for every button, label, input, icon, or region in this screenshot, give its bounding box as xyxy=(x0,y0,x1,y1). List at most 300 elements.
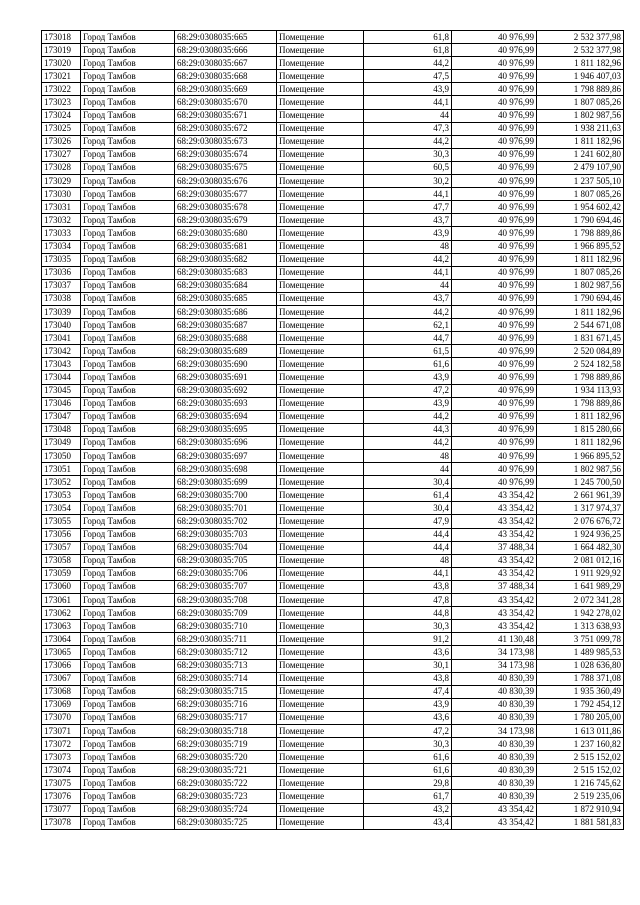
cadastral-number-cell: 68:29:0308035:722 xyxy=(175,777,277,790)
row-number-cell: 173025 xyxy=(42,122,81,135)
row-number-cell: 173054 xyxy=(42,502,81,515)
table-row xyxy=(42,44,624,57)
row-number-cell: 173067 xyxy=(42,672,81,685)
specific-value-cell: 40 976,99 xyxy=(452,279,537,292)
row-number-cell: 173068 xyxy=(42,685,81,698)
locality-cell: Город Тамбов xyxy=(81,751,175,764)
row-number-cell: 173040 xyxy=(42,319,81,332)
table-row xyxy=(42,122,624,135)
table-row xyxy=(42,502,624,515)
object-type-cell: Помещение xyxy=(277,319,364,332)
cadastral-number-cell: 68:29:0308035:701 xyxy=(175,502,277,515)
area-cell: 43,6 xyxy=(364,711,452,724)
row-number-cell: 173070 xyxy=(42,711,81,724)
area-cell: 30,2 xyxy=(364,175,452,188)
row-number-cell: 173035 xyxy=(42,253,81,266)
table-row xyxy=(42,240,624,253)
specific-value-cell: 40 976,99 xyxy=(452,345,537,358)
locality-cell: Город Тамбов xyxy=(81,240,175,253)
area-cell: 44,2 xyxy=(364,410,452,423)
row-number-cell: 173041 xyxy=(42,332,81,345)
area-cell: 43,8 xyxy=(364,580,452,593)
locality-cell: Город Тамбов xyxy=(81,764,175,777)
specific-value-cell: 40 976,99 xyxy=(452,358,537,371)
table-row xyxy=(42,436,624,449)
table-row xyxy=(42,31,624,44)
cadastral-number-cell: 68:29:0308035:713 xyxy=(175,659,277,672)
object-type-cell: Помещение xyxy=(277,109,364,122)
object-type-cell: Помещение xyxy=(277,188,364,201)
row-number-cell: 173058 xyxy=(42,554,81,567)
area-cell: 48 xyxy=(364,240,452,253)
locality-cell: Город Тамбов xyxy=(81,463,175,476)
object-type-cell: Помещение xyxy=(277,83,364,96)
cadastral-value-cell: 1 934 113,93 xyxy=(537,384,624,397)
row-number-cell: 173065 xyxy=(42,646,81,659)
area-cell: 43,9 xyxy=(364,83,452,96)
table-row xyxy=(42,764,624,777)
cadastral-number-cell: 68:29:0308035:719 xyxy=(175,738,277,751)
locality-cell: Город Тамбов xyxy=(81,31,175,44)
object-type-cell: Помещение xyxy=(277,515,364,528)
cadastral-value-cell: 1 237 160,82 xyxy=(537,738,624,751)
cadastral-number-cell: 68:29:0308035:705 xyxy=(175,554,277,567)
cadastral-value-cell: 1 807 085,26 xyxy=(537,96,624,109)
table-row xyxy=(42,672,624,685)
cadastral-number-cell: 68:29:0308035:721 xyxy=(175,764,277,777)
locality-cell: Город Тамбов xyxy=(81,371,175,384)
specific-value-cell: 40 830,39 xyxy=(452,777,537,790)
cadastral-number-cell: 68:29:0308035:670 xyxy=(175,96,277,109)
area-cell: 47,9 xyxy=(364,515,452,528)
cadastral-value-cell: 1 938 211,63 xyxy=(537,122,624,135)
area-cell: 43,9 xyxy=(364,397,452,410)
specific-value-cell: 40 976,99 xyxy=(452,214,537,227)
table-row xyxy=(42,450,624,463)
cadastral-value-cell: 2 532 377,98 xyxy=(537,44,624,57)
object-type-cell: Помещение xyxy=(277,659,364,672)
object-type-cell: Помещение xyxy=(277,450,364,463)
locality-cell: Город Тамбов xyxy=(81,358,175,371)
cadastral-value-cell: 3 751 099,78 xyxy=(537,633,624,646)
object-type-cell: Помещение xyxy=(277,594,364,607)
specific-value-cell: 37 488,34 xyxy=(452,580,537,593)
table-row xyxy=(42,109,624,122)
locality-cell: Город Тамбов xyxy=(81,711,175,724)
area-cell: 44,2 xyxy=(364,436,452,449)
object-type-cell: Помещение xyxy=(277,790,364,803)
area-cell: 44,2 xyxy=(364,57,452,70)
table-row xyxy=(42,646,624,659)
cadastral-value-cell: 1 811 182,96 xyxy=(537,305,624,318)
object-type-cell: Помещение xyxy=(277,266,364,279)
object-type-cell: Помещение xyxy=(277,489,364,502)
object-type-cell: Помещение xyxy=(277,502,364,515)
locality-cell: Город Тамбов xyxy=(81,96,175,109)
row-number-cell: 173050 xyxy=(42,450,81,463)
row-number-cell: 173024 xyxy=(42,109,81,122)
cadastral-number-cell: 68:29:0308035:666 xyxy=(175,44,277,57)
area-cell: 61,7 xyxy=(364,790,452,803)
area-cell: 61,6 xyxy=(364,751,452,764)
object-type-cell: Помещение xyxy=(277,175,364,188)
cadastral-value-cell: 1 811 182,96 xyxy=(537,410,624,423)
cadastral-value-cell: 1 807 085,26 xyxy=(537,188,624,201)
object-type-cell: Помещение xyxy=(277,332,364,345)
object-type-cell: Помещение xyxy=(277,436,364,449)
area-cell: 44,3 xyxy=(364,423,452,436)
row-number-cell: 173027 xyxy=(42,148,81,161)
cadastral-number-cell: 68:29:0308035:712 xyxy=(175,646,277,659)
specific-value-cell: 34 173,98 xyxy=(452,646,537,659)
locality-cell: Город Тамбов xyxy=(81,423,175,436)
cadastral-number-cell: 68:29:0308035:674 xyxy=(175,148,277,161)
object-type-cell: Помещение xyxy=(277,764,364,777)
row-number-cell: 173051 xyxy=(42,463,81,476)
cadastral-value-cell: 1 788 371,08 xyxy=(537,672,624,685)
row-number-cell: 173039 xyxy=(42,305,81,318)
cadastral-number-cell: 68:29:0308035:694 xyxy=(175,410,277,423)
row-number-cell: 173019 xyxy=(42,44,81,57)
cadastral-number-cell: 68:29:0308035:683 xyxy=(175,266,277,279)
cadastral-number-cell: 68:29:0308035:725 xyxy=(175,816,277,829)
cadastral-value-cell: 1 954 602,42 xyxy=(537,201,624,214)
cadastral-value-cell: 1 872 910,94 xyxy=(537,803,624,816)
specific-value-cell: 34 173,98 xyxy=(452,659,537,672)
row-number-cell: 173056 xyxy=(42,528,81,541)
specific-value-cell: 40 976,99 xyxy=(452,397,537,410)
cadastral-number-cell: 68:29:0308035:689 xyxy=(175,345,277,358)
cadastral-number-cell: 68:29:0308035:690 xyxy=(175,358,277,371)
cadastral-number-cell: 68:29:0308035:667 xyxy=(175,57,277,70)
object-type-cell: Помещение xyxy=(277,423,364,436)
object-type-cell: Помещение xyxy=(277,620,364,633)
area-cell: 43,9 xyxy=(364,371,452,384)
object-type-cell: Помещение xyxy=(277,214,364,227)
row-number-cell: 173043 xyxy=(42,358,81,371)
cadastral-number-cell: 68:29:0308035:669 xyxy=(175,83,277,96)
cadastral-number-cell: 68:29:0308035:724 xyxy=(175,803,277,816)
object-type-cell: Помещение xyxy=(277,148,364,161)
row-number-cell: 173049 xyxy=(42,436,81,449)
specific-value-cell: 40 976,99 xyxy=(452,332,537,345)
cadastral-value-cell: 2 532 377,98 xyxy=(537,31,624,44)
table-row xyxy=(42,371,624,384)
cadastral-value-cell: 1 966 895,52 xyxy=(537,240,624,253)
object-type-cell: Помещение xyxy=(277,803,364,816)
area-cell: 44 xyxy=(364,109,452,122)
row-number-cell: 173073 xyxy=(42,751,81,764)
area-cell: 44,2 xyxy=(364,253,452,266)
cadastral-number-cell: 68:29:0308035:684 xyxy=(175,279,277,292)
area-cell: 60,5 xyxy=(364,161,452,174)
cadastral-number-cell: 68:29:0308035:710 xyxy=(175,620,277,633)
locality-cell: Город Тамбов xyxy=(81,122,175,135)
locality-cell: Город Тамбов xyxy=(81,279,175,292)
area-cell: 61,6 xyxy=(364,358,452,371)
object-type-cell: Помещение xyxy=(277,345,364,358)
area-cell: 48 xyxy=(364,450,452,463)
row-number-cell: 173052 xyxy=(42,476,81,489)
row-number-cell: 173053 xyxy=(42,489,81,502)
object-type-cell: Помещение xyxy=(277,305,364,318)
locality-cell: Город Тамбов xyxy=(81,83,175,96)
table-row xyxy=(42,751,624,764)
table-row xyxy=(42,515,624,528)
specific-value-cell: 40 830,39 xyxy=(452,698,537,711)
cadastral-value-cell: 2 081 012,16 xyxy=(537,554,624,567)
area-cell: 47,8 xyxy=(364,594,452,607)
cadastral-number-cell: 68:29:0308035:717 xyxy=(175,711,277,724)
specific-value-cell: 40 976,99 xyxy=(452,410,537,423)
cadastral-value-cell: 1 924 936,25 xyxy=(537,528,624,541)
locality-cell: Город Тамбов xyxy=(81,332,175,345)
row-number-cell: 173038 xyxy=(42,292,81,305)
table-row xyxy=(42,384,624,397)
cadastral-value-cell: 1 780 205,00 xyxy=(537,711,624,724)
table-row xyxy=(42,332,624,345)
table-row xyxy=(42,620,624,633)
table-row xyxy=(42,567,624,580)
cadastral-number-cell: 68:29:0308035:700 xyxy=(175,489,277,502)
area-cell: 61,4 xyxy=(364,489,452,502)
area-cell: 43,9 xyxy=(364,227,452,240)
area-cell: 91,2 xyxy=(364,633,452,646)
row-number-cell: 173062 xyxy=(42,607,81,620)
row-number-cell: 173060 xyxy=(42,580,81,593)
table-row xyxy=(42,135,624,148)
cadastral-number-cell: 68:29:0308035:677 xyxy=(175,188,277,201)
locality-cell: Город Тамбов xyxy=(81,803,175,816)
area-cell: 61,8 xyxy=(364,44,452,57)
specific-value-cell: 40 976,99 xyxy=(452,83,537,96)
cadastral-number-cell: 68:29:0308035:688 xyxy=(175,332,277,345)
area-cell: 61,6 xyxy=(364,764,452,777)
area-cell: 44,8 xyxy=(364,607,452,620)
locality-cell: Город Тамбов xyxy=(81,554,175,567)
locality-cell: Город Тамбов xyxy=(81,214,175,227)
area-cell: 44,1 xyxy=(364,266,452,279)
table-row xyxy=(42,266,624,279)
row-number-cell: 173071 xyxy=(42,724,81,737)
row-number-cell: 173047 xyxy=(42,410,81,423)
table-row xyxy=(42,554,624,567)
object-type-cell: Помещение xyxy=(277,384,364,397)
locality-cell: Город Тамбов xyxy=(81,816,175,829)
area-cell: 30,3 xyxy=(364,620,452,633)
cadastral-value-cell: 1 802 987,56 xyxy=(537,279,624,292)
cadastral-number-cell: 68:29:0308035:681 xyxy=(175,240,277,253)
specific-value-cell: 40 830,39 xyxy=(452,790,537,803)
specific-value-cell: 40 830,39 xyxy=(452,738,537,751)
object-type-cell: Помещение xyxy=(277,554,364,567)
row-number-cell: 173026 xyxy=(42,135,81,148)
row-number-cell: 173057 xyxy=(42,541,81,554)
specific-value-cell: 40 976,99 xyxy=(452,135,537,148)
object-type-cell: Помещение xyxy=(277,253,364,266)
object-type-cell: Помещение xyxy=(277,122,364,135)
cadastral-value-cell: 1 811 182,96 xyxy=(537,57,624,70)
locality-cell: Город Тамбов xyxy=(81,292,175,305)
cadastral-number-cell: 68:29:0308035:699 xyxy=(175,476,277,489)
specific-value-cell: 43 354,42 xyxy=(452,489,537,502)
area-cell: 47,5 xyxy=(364,70,452,83)
table-row xyxy=(42,724,624,737)
specific-value-cell: 40 976,99 xyxy=(452,240,537,253)
object-type-cell: Помещение xyxy=(277,70,364,83)
table-row xyxy=(42,685,624,698)
area-cell: 29,8 xyxy=(364,777,452,790)
specific-value-cell: 43 354,42 xyxy=(452,554,537,567)
area-cell: 62,1 xyxy=(364,319,452,332)
object-type-cell: Помещение xyxy=(277,646,364,659)
object-type-cell: Помещение xyxy=(277,57,364,70)
specific-value-cell: 43 354,42 xyxy=(452,528,537,541)
cadastral-number-cell: 68:29:0308035:675 xyxy=(175,161,277,174)
table-row xyxy=(42,580,624,593)
locality-cell: Город Тамбов xyxy=(81,70,175,83)
locality-cell: Город Тамбов xyxy=(81,672,175,685)
cadastral-number-cell: 68:29:0308035:698 xyxy=(175,463,277,476)
cadastral-number-cell: 68:29:0308035:702 xyxy=(175,515,277,528)
specific-value-cell: 40 976,99 xyxy=(452,96,537,109)
specific-value-cell: 40 830,39 xyxy=(452,685,537,698)
locality-cell: Город Тамбов xyxy=(81,620,175,633)
locality-cell: Город Тамбов xyxy=(81,305,175,318)
area-cell: 30,4 xyxy=(364,476,452,489)
table-row xyxy=(42,410,624,423)
cadastral-value-cell: 2 072 341,28 xyxy=(537,594,624,607)
row-number-cell: 173031 xyxy=(42,201,81,214)
cadastral-value-cell: 1 798 889,86 xyxy=(537,227,624,240)
specific-value-cell: 40 976,99 xyxy=(452,436,537,449)
locality-cell: Город Тамбов xyxy=(81,790,175,803)
row-number-cell: 173045 xyxy=(42,384,81,397)
object-type-cell: Помещение xyxy=(277,96,364,109)
object-type-cell: Помещение xyxy=(277,672,364,685)
locality-cell: Город Тамбов xyxy=(81,515,175,528)
table-row xyxy=(42,423,624,436)
table-row xyxy=(42,541,624,554)
cadastral-value-cell: 1 881 581,83 xyxy=(537,816,624,829)
area-cell: 43,4 xyxy=(364,816,452,829)
cadastral-value-cell: 1 802 987,56 xyxy=(537,109,624,122)
cadastral-number-cell: 68:29:0308035:697 xyxy=(175,450,277,463)
area-cell: 43,7 xyxy=(364,292,452,305)
specific-value-cell: 40 830,39 xyxy=(452,711,537,724)
locality-cell: Город Тамбов xyxy=(81,397,175,410)
specific-value-cell: 40 976,99 xyxy=(452,423,537,436)
specific-value-cell: 34 173,98 xyxy=(452,724,537,737)
locality-cell: Город Тамбов xyxy=(81,345,175,358)
locality-cell: Город Тамбов xyxy=(81,698,175,711)
locality-cell: Город Тамбов xyxy=(81,607,175,620)
cadastral-number-cell: 68:29:0308035:716 xyxy=(175,698,277,711)
cadastral-number-cell: 68:29:0308035:678 xyxy=(175,201,277,214)
object-type-cell: Помещение xyxy=(277,240,364,253)
cadastral-value-cell: 1 911 929,92 xyxy=(537,567,624,580)
area-cell: 48 xyxy=(364,554,452,567)
object-type-cell: Помещение xyxy=(277,397,364,410)
table-row xyxy=(42,659,624,672)
row-number-cell: 173055 xyxy=(42,515,81,528)
object-type-cell: Помещение xyxy=(277,279,364,292)
locality-cell: Город Тамбов xyxy=(81,436,175,449)
object-type-cell: Помещение xyxy=(277,227,364,240)
document-page xyxy=(41,30,623,830)
cadastral-number-cell: 68:29:0308035:686 xyxy=(175,305,277,318)
cadastral-number-cell: 68:29:0308035:718 xyxy=(175,724,277,737)
cadastral-value-cell: 1 802 987,56 xyxy=(537,463,624,476)
cadastral-number-cell: 68:29:0308035:709 xyxy=(175,607,277,620)
table-row xyxy=(42,816,624,829)
cadastral-value-cell: 2 515 152,02 xyxy=(537,764,624,777)
table-row xyxy=(42,227,624,240)
table-row xyxy=(42,633,624,646)
table-row xyxy=(42,83,624,96)
cadastral-number-cell: 68:29:0308035:715 xyxy=(175,685,277,698)
locality-cell: Город Тамбов xyxy=(81,594,175,607)
specific-value-cell: 37 488,34 xyxy=(452,541,537,554)
locality-cell: Город Тамбов xyxy=(81,319,175,332)
cadastral-value-cell: 1 798 889,86 xyxy=(537,371,624,384)
cadastral-number-cell: 68:29:0308035:693 xyxy=(175,397,277,410)
specific-value-cell: 40 976,99 xyxy=(452,476,537,489)
object-type-cell: Помещение xyxy=(277,777,364,790)
cadastral-value-cell: 1 216 745,62 xyxy=(537,777,624,790)
table-row xyxy=(42,790,624,803)
cadastral-number-cell: 68:29:0308035:696 xyxy=(175,436,277,449)
area-cell: 30,1 xyxy=(364,659,452,672)
locality-cell: Город Тамбов xyxy=(81,685,175,698)
cadastral-value-cell: 2 519 235,06 xyxy=(537,790,624,803)
cadastral-value-cell: 1 942 278,02 xyxy=(537,607,624,620)
object-type-cell: Помещение xyxy=(277,528,364,541)
cadastral-value-cell: 1 313 638,93 xyxy=(537,620,624,633)
row-number-cell: 173078 xyxy=(42,816,81,829)
table-row xyxy=(42,253,624,266)
cadastral-value-cell: 1 811 182,96 xyxy=(537,253,624,266)
cadastral-value-cell: 1 811 182,96 xyxy=(537,135,624,148)
locality-cell: Город Тамбов xyxy=(81,502,175,515)
cadastral-value-cell: 1 792 454,12 xyxy=(537,698,624,711)
row-number-cell: 173069 xyxy=(42,698,81,711)
cadastral-value-cell: 1 935 360,49 xyxy=(537,685,624,698)
row-number-cell: 173036 xyxy=(42,266,81,279)
locality-cell: Город Тамбов xyxy=(81,738,175,751)
specific-value-cell: 40 976,99 xyxy=(452,148,537,161)
cadastral-number-cell: 68:29:0308035:695 xyxy=(175,423,277,436)
object-type-cell: Помещение xyxy=(277,633,364,646)
row-number-cell: 173075 xyxy=(42,777,81,790)
specific-value-cell: 40 830,39 xyxy=(452,764,537,777)
area-cell: 47,2 xyxy=(364,724,452,737)
table-row xyxy=(42,528,624,541)
specific-value-cell: 40 976,99 xyxy=(452,188,537,201)
row-number-cell: 173072 xyxy=(42,738,81,751)
row-number-cell: 173028 xyxy=(42,161,81,174)
object-type-cell: Помещение xyxy=(277,476,364,489)
locality-cell: Город Тамбов xyxy=(81,410,175,423)
area-cell: 43,8 xyxy=(364,672,452,685)
cadastral-number-cell: 68:29:0308035:708 xyxy=(175,594,277,607)
object-type-cell: Помещение xyxy=(277,698,364,711)
row-number-cell: 173061 xyxy=(42,594,81,607)
cadastral-number-cell: 68:29:0308035:687 xyxy=(175,319,277,332)
cadastral-value-cell: 1 613 011,86 xyxy=(537,724,624,737)
locality-cell: Город Тамбов xyxy=(81,633,175,646)
specific-value-cell: 43 354,42 xyxy=(452,803,537,816)
